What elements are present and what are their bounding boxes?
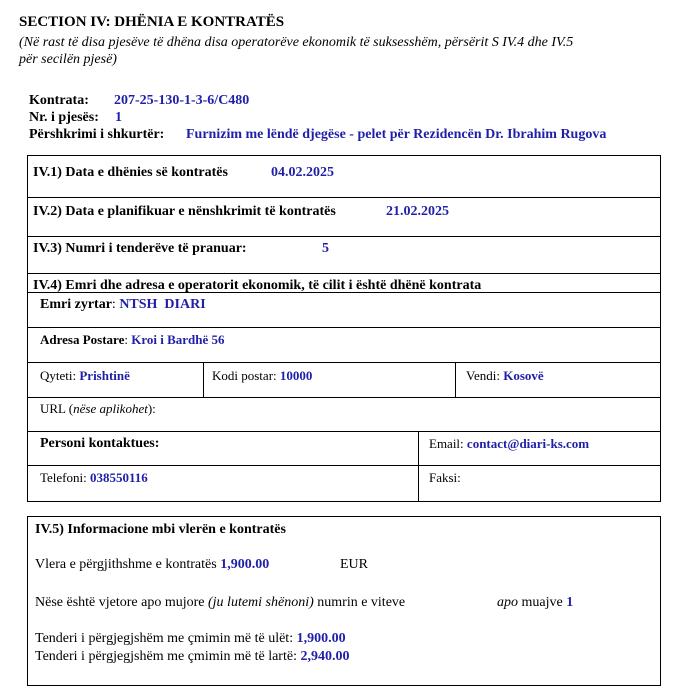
lowest-price-row <box>35 630 346 647</box>
postal-code-row <box>212 367 312 384</box>
contact-person-label: Personi kontaktues: <box>40 436 160 451</box>
duration-italic: (ju lutemi shënoni) <box>208 595 314 610</box>
years-label: numrin e viteve <box>317 595 406 610</box>
highest-price-row <box>35 648 349 665</box>
lot-value: 1 <box>115 110 122 125</box>
description-label: Përshkrimi i shkurtër: <box>29 127 165 142</box>
url-label: URL ( <box>40 401 74 416</box>
phone-value: 038550116 <box>90 470 148 485</box>
months-label: muajve <box>521 595 563 610</box>
lowest-price-value: 1,900.00 <box>296 631 346 646</box>
official-name-label: Emri zyrtar <box>40 297 112 312</box>
highest-price-value: 2,940.00 <box>300 649 350 664</box>
iv4-label: IV.4) Emri dhe adresa e operatorit ekonomik, të cilit i është dhënë kontrata <box>33 278 482 293</box>
highest-price-label: Tenderi i përgjegjshëm me çmimin më të lartë: <box>35 649 297 664</box>
url-label-end: ): <box>147 401 156 416</box>
postal-address-row: Adresa Postare: Kroi i Bardhë 56 <box>40 332 225 347</box>
total-value-label <box>35 556 269 573</box>
fax-label: Faksi: <box>429 470 461 485</box>
phone-row <box>40 469 148 486</box>
section-note-line2: për secilën pjesë) <box>19 52 117 67</box>
postal-address-value: Kroi i Bardhë 56 <box>131 332 225 347</box>
lot-label: Nr. i pjesës: <box>29 110 99 125</box>
duration-text: Nëse është vjetore apo mujore <box>35 595 205 610</box>
city-value: Prishtinë <box>79 368 130 383</box>
url-row <box>40 400 156 417</box>
country-value: Kosovë <box>503 368 544 383</box>
iv3-value: 5 <box>322 241 329 256</box>
contract-label: Kontrata: <box>29 93 89 108</box>
email-label: Email: <box>429 436 464 451</box>
months-row <box>497 594 573 611</box>
or-text: apo <box>497 595 518 610</box>
description-value: Furnizim me lëndë djegëse - pelet për Rezidencën Dr. Ibrahim Rugova <box>186 127 607 142</box>
section-title: SECTION IV: DHËNIA E KONTRATËS <box>19 14 285 30</box>
iv3-label: IV.3) Numri i tenderëve të pranuar: <box>33 241 247 256</box>
iv1-value: 04.02.2025 <box>271 165 334 180</box>
iv5-label: IV.5) Informacione mbi vlerën e kontratës <box>35 522 286 537</box>
official-name-value: NTSH DIARI <box>119 297 206 312</box>
postal-code-label: Kodi postar: <box>212 368 277 383</box>
email-row <box>429 435 589 452</box>
city-label: Qyteti: <box>40 368 77 383</box>
phone-label: Telefoni: <box>40 470 87 485</box>
iv1-label: IV.1) Data e dhënies së kontratës <box>33 165 228 180</box>
country-label: Vendi: <box>466 368 500 383</box>
iv2-label: IV.2) Data e planifikuar e nënshkrimit të kontratës <box>33 204 336 219</box>
currency: EUR <box>340 557 368 572</box>
email-value[interactable]: contact@diari-ks.com <box>466 436 590 451</box>
months-value: 1 <box>566 595 574 610</box>
url-label-italic: nëse aplikohet <box>73 401 148 416</box>
total-value: 1,900.00 <box>220 557 270 572</box>
iv2-value: 21.02.2025 <box>386 204 449 219</box>
lowest-price-label: Tenderi i përgjegjshëm me çmimin më të ulët: <box>35 631 294 646</box>
official-name-row: Emri zyrtar: NTSH DIARI <box>40 297 206 312</box>
section-note-line1: (Në rast të disa pjesëve të dhëna disa operatorëve ekonomik të suksesshëm, përsërit S IV.4 dhe IV.5 <box>19 35 574 50</box>
duration-row <box>35 594 405 611</box>
country-row <box>466 367 544 384</box>
contract-value: 207-25-130-1-3-6/C480 <box>114 93 250 108</box>
postal-code-value: 10000 <box>279 368 313 383</box>
city-row <box>40 367 130 384</box>
postal-address-label: Adresa Postare <box>40 332 125 347</box>
total-value-text: Vlera e përgjithshme e kontratës <box>35 557 217 572</box>
